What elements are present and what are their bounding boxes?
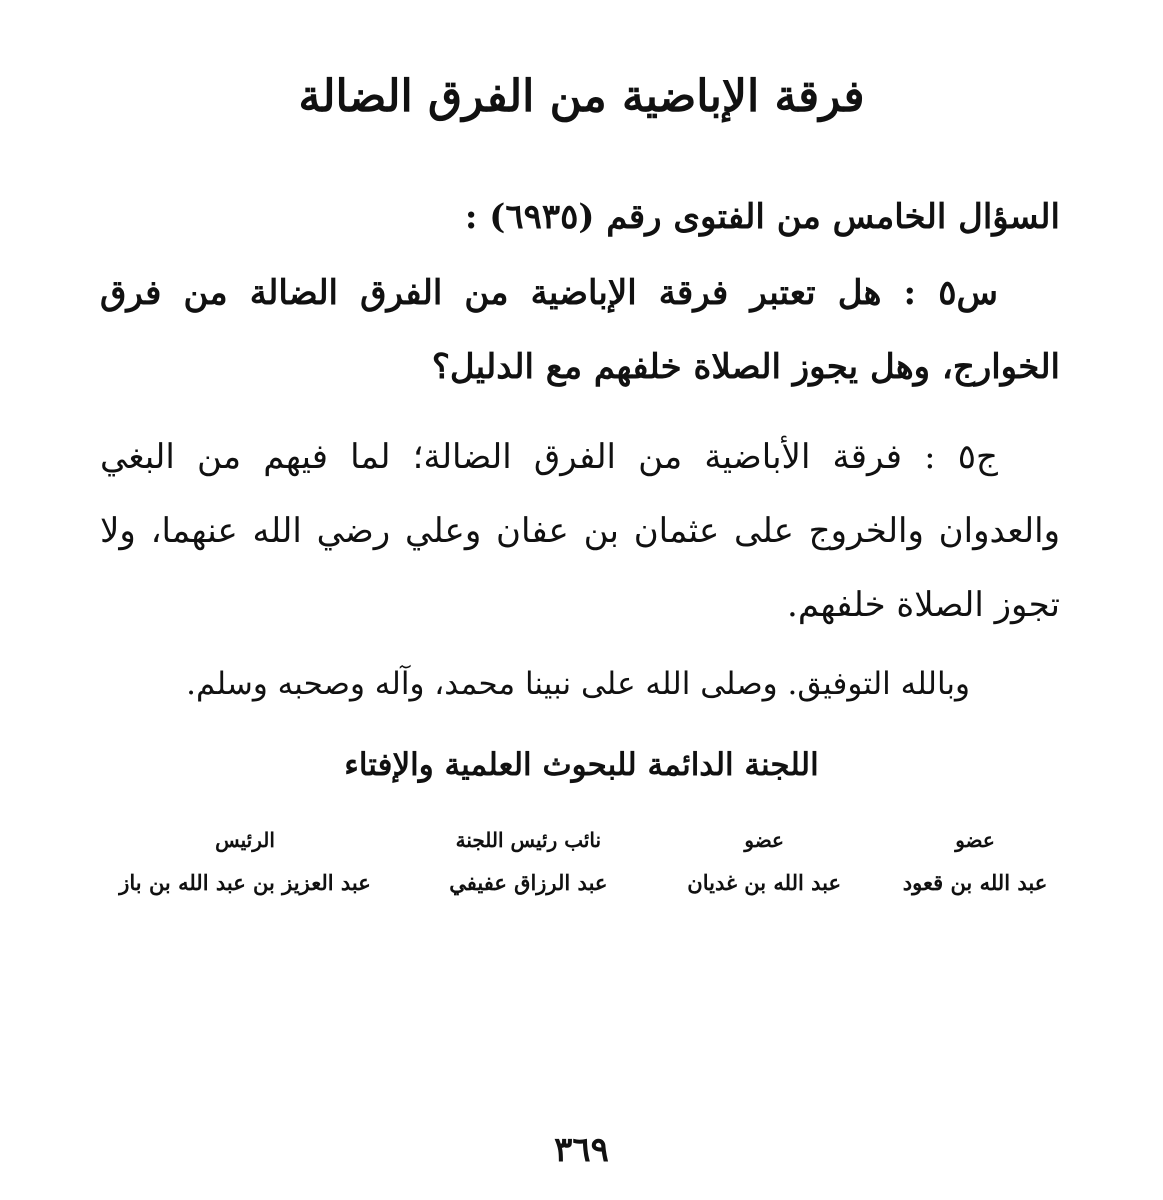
signatory-name: عبد الله بن غديان	[687, 870, 842, 895]
page-title: فرقة الإباضية من الفرق الضالة	[298, 71, 865, 122]
question-heading: السؤال الخامس من الفتوى رقم (٦٩٣٥) :	[464, 197, 1060, 237]
closing-text: وبالله التوفيق. وصلى الله على نبينا محمد، وآله وصحبه وسلم.	[186, 666, 970, 702]
answer-text: ج٥ : فرقة الأباضية من الفرق الضالة؛ لما فيهم من البغي والعدوان والخروج على عثمان بن عفان وعلي رضي الله عنهما، ولا تجوز الصلاة خلفهم.	[100, 437, 1060, 625]
signatory-member-2	[677, 822, 852, 908]
signatories	[110, 822, 1050, 908]
signatory-role: الرئيس	[215, 828, 275, 852]
signatory-name: عبد الرزاق عفيفي	[449, 870, 608, 895]
signatory-member-1	[900, 822, 1050, 908]
signatory-name: عبد العزيز بن عبد الله بن باز	[119, 870, 371, 895]
signatory-role: عضو	[955, 828, 995, 852]
question-text: س٥ : هل تعتبر فرقة الإباضية من الفرق الضالة من فرق الخوارج، وهل يجوز الصلاة خلفهم مع الدليل؟	[100, 273, 1060, 387]
signatory-role: نائب رئيس اللجنة	[455, 828, 602, 852]
signatory-vice-chairman	[428, 822, 628, 908]
signatory-chairman	[110, 822, 380, 908]
page-number: ٣٦٩	[554, 1130, 609, 1170]
committee-name: اللجنة الدائمة للبحوث العلمية والإفتاء	[344, 747, 819, 783]
signatory-role: عضو	[744, 828, 784, 852]
signatory-name: عبد الله بن قعود	[902, 870, 1048, 895]
